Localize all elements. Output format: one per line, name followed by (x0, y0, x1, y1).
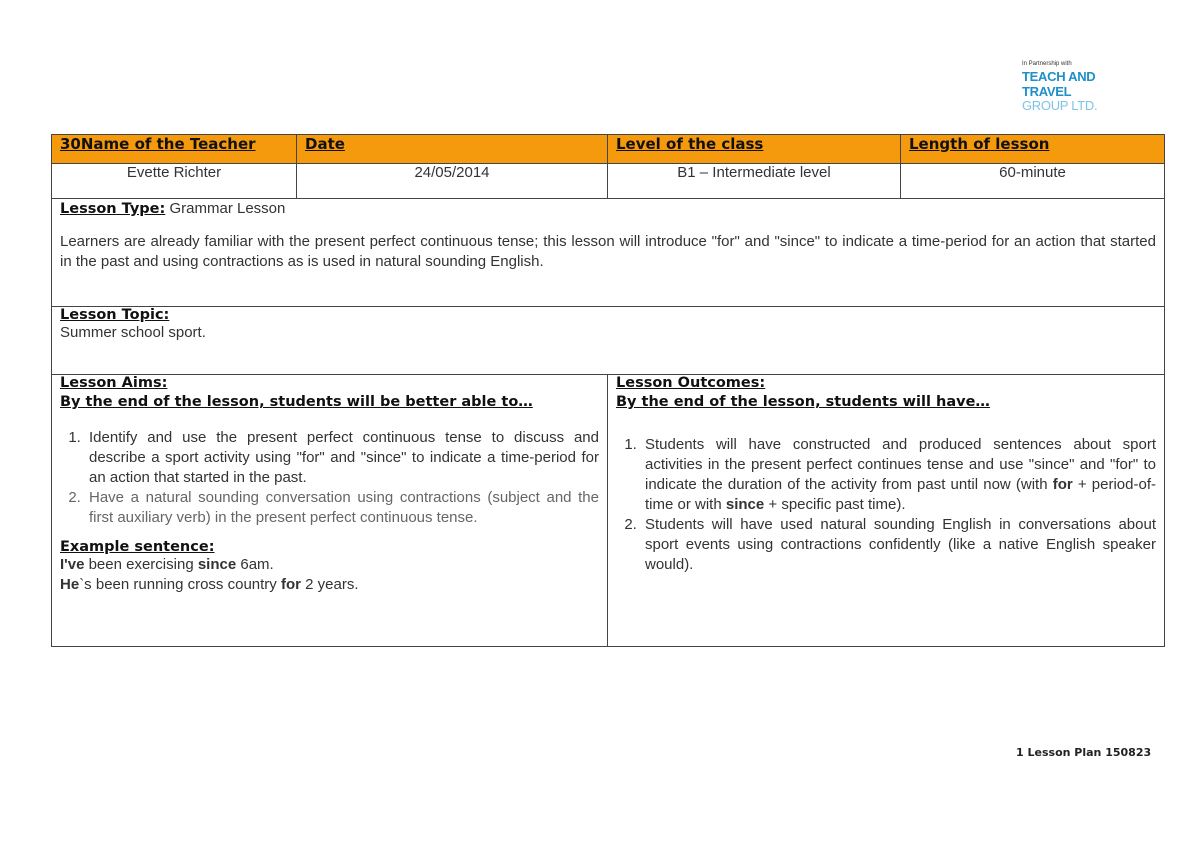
example-2-text: `s been running cross country (79, 576, 281, 593)
aims-cell (52, 375, 608, 647)
example-2-subject: He (60, 576, 80, 593)
header-teacher (52, 135, 297, 164)
outcome-1-middle: + period-of-time or with (645, 476, 1156, 513)
date-label: Date (305, 135, 345, 153)
aims-list (60, 428, 599, 528)
level-value: B1 – Intermediate level (608, 164, 901, 199)
footer-label: Lesson Plan (1027, 746, 1102, 759)
values-row (52, 164, 1165, 199)
teacher-value: Evette Richter (52, 164, 297, 199)
outcome-1-since: since (725, 496, 765, 513)
aims-outcomes-row (52, 375, 1165, 647)
example-1-text: been exercising (84, 556, 198, 573)
example-label: Example sentence: (60, 539, 215, 555)
outcome-1-end: + specific past time). (764, 496, 906, 513)
lesson-type-label: Lesson Type: (60, 201, 166, 217)
aims-subheading: By the end of the lesson, students will be better able to… (60, 394, 533, 410)
lesson-description: Learners are already familiar with the present perfect continuous tense; this lesson will introduce "for" and "since" to indicate a time-period for an action that started in the past and using contractions as is used in natural sounding English. (60, 233, 1156, 270)
example-2-keyword: for (280, 576, 301, 593)
outcome-1-text: Students will have constructed and produced sentences about sport activities in the present perfect continues tense and use "since" and "for" to indicate the duration of the activity from past until now (with (645, 436, 1156, 493)
footer-code: 150823 (1105, 746, 1152, 759)
outcome-1-for: for (1052, 476, 1073, 493)
logo-line-2: GROUP LTD. (1022, 98, 1098, 113)
outcomes-list (616, 435, 1156, 575)
length-value: 60-minute (901, 164, 1165, 199)
page-footer (1016, 746, 1151, 759)
example-1-keyword: since (197, 556, 237, 573)
lesson-topic-label: Lesson Topic: (60, 307, 170, 323)
lesson-type-value: Grammar Lesson (169, 200, 286, 217)
logo-line-1: TEACH AND TRAVEL (1022, 69, 1096, 99)
level-label: Level of the class (616, 135, 764, 153)
lesson-topic-value: Summer school sport. (60, 324, 206, 341)
lesson-type-row (52, 199, 1165, 307)
date-value: 24/05/2014 (297, 164, 608, 199)
outcomes-cell (608, 375, 1165, 647)
outcome-item-1 (641, 435, 1156, 515)
header-level (608, 135, 901, 164)
page-number: 1 (1016, 746, 1024, 759)
example-2-end: 2 years. (300, 576, 359, 593)
aim-item-1: 1. Identify and use the present perfect continuous tense to discuss and describe a sport activity using "for" and "since" to indicate a time-period for an action that started in the past. (85, 428, 599, 488)
header-length (901, 135, 1165, 164)
example-1-subject: I've (60, 556, 85, 573)
length-label: Length of lesson (909, 135, 1050, 153)
lesson-type-line (60, 199, 1156, 219)
lesson-topic-row (52, 307, 1165, 375)
lesson-type-cell (52, 199, 1165, 307)
outcomes-subheading: By the end of the lesson, students will have… (616, 394, 990, 410)
outcomes-label: Lesson Outcomes: (616, 375, 766, 391)
example-sentence-2 (60, 575, 599, 595)
header-row (52, 135, 1165, 164)
partner-logo (1022, 60, 1142, 113)
example-1-end: 6am. (236, 556, 274, 573)
lesson-plan-table (51, 134, 1165, 647)
header-date (297, 135, 608, 164)
aim-item-2: 2. Have a natural sounding conversation using contractions (subject and the first auxiliary verb) in the present perfect continuous tense. (85, 488, 599, 528)
logo-tagline: In Partnership with (1022, 61, 1072, 67)
outcome-item-2: 2. Students will have used natural sounding English in conversations about sport events using contractions confidently (like a native English speaker would). (641, 515, 1156, 575)
lesson-topic-cell (52, 307, 1165, 375)
teacher-label: 30Name of the Teacher (60, 135, 256, 153)
aims-label: Lesson Aims: (60, 375, 168, 391)
example-sentence-1 (60, 555, 599, 575)
